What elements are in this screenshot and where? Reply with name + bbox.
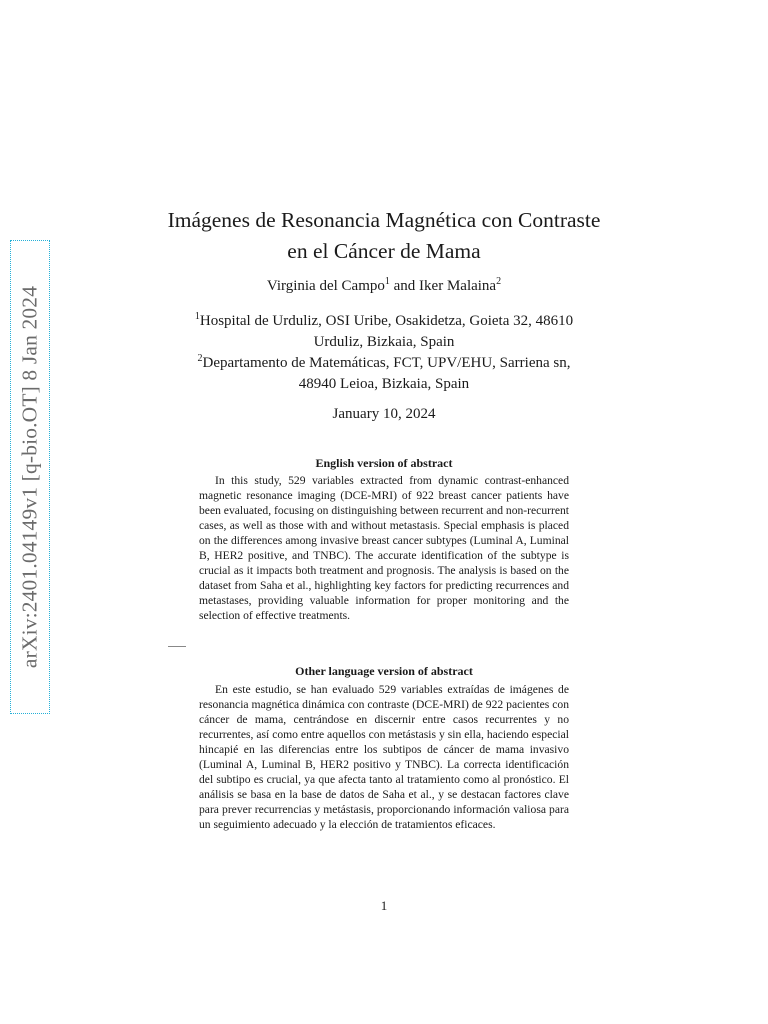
- arxiv-identifier: arXiv:2401.04149v1 [q-bio.OT] 8 Jan 2024: [17, 285, 42, 669]
- author-1-name: Virginia del Campo: [266, 278, 385, 294]
- affiliation-2-line-1: Departamento de Matemáticas, FCT, UPV/EHU, Sarriena sn,: [202, 355, 571, 371]
- abstract-other-text: En este estudio, se han evaluado 529 variables extraídas de imágenes de resonancia magnética dinámica con contraste (DCE-MRI) de 922 pacientes con cáncer de mama, centrándose en discernir entre casos recurrentes y no recurrentes, así como entre aquellos con metástasis y sin ella, haciendo especial hincapié en las diferencias entre los subtipos de cáncer de mama invasivo (Luminal A, Luminal B, HER2 positivo y TNBC). La correcta identificación del subtipo es crucial, ya que afecta tanto al tratamiento como al pronóstico. El análisis se basa en la base de datos de Saha et al., y se destacan factores clave para prever recurrencias y metástasis, proporcionando información valiosa para un seguimiento adecuado y la elección de tratamientos eficaces.: [199, 683, 569, 831]
- affiliation-2: [150, 353, 618, 395]
- paper-title: [150, 205, 618, 267]
- author-1-affiliation-mark: 1: [384, 276, 390, 287]
- affiliation-1: [150, 311, 618, 353]
- author-list: [150, 278, 618, 295]
- author-connector: and: [389, 278, 420, 294]
- arxiv-stamp[interactable]: [10, 240, 50, 714]
- title-line-2: en el Cáncer de Mama: [287, 239, 481, 263]
- abstract-en-text: In this study, 529 variables extracted from dynamic contrast-enhanced magnetic resonance imaging (DCE-MRI) of 922 breast cancer patients have been evaluated, focusing on distinguishing between recurrent and non-recurrent cases, as well as those with and without metastasis. Special emphasis is placed on the differences among invasive breast cancer subtypes (Luminal A, Luminal B, HER2 positive, and TNBC). The accurate identification of the subtype is crucial as it impacts both treatment and prognosis. The analysis is based on the dataset from Saha et al., highlighting key factors for predicting recurrences and metastases, providing valuable information for proper monitoring and the selection of effective treatments.: [199, 474, 569, 622]
- author-2-affiliation-mark: 2: [496, 276, 502, 287]
- page-number: 1: [380, 898, 388, 913]
- title-line-1: Imágenes de Resonancia Magnética con Contraste: [167, 208, 601, 232]
- paper-date: January 10, 2024: [332, 406, 436, 422]
- affiliation-1-line-2: Urduliz, Bizkaia, Spain: [313, 334, 455, 350]
- abstract-en-heading: English version of abstract: [315, 456, 453, 470]
- affiliations: [150, 311, 618, 395]
- author-2-name: Iker Malaina: [419, 278, 497, 294]
- affiliation-2-mark: 2: [197, 353, 203, 364]
- affiliation-1-line-1: Hospital de Urduliz, OSI Uribe, Osakidetza, Goieta 32, 48610: [199, 313, 574, 329]
- affiliation-1-mark: 1: [194, 311, 200, 322]
- affiliation-2-line-2: 48940 Leioa, Bizkaia, Spain: [298, 376, 470, 392]
- section-divider: [168, 646, 186, 647]
- abstract-other-heading: Other language version of abstract: [295, 664, 473, 678]
